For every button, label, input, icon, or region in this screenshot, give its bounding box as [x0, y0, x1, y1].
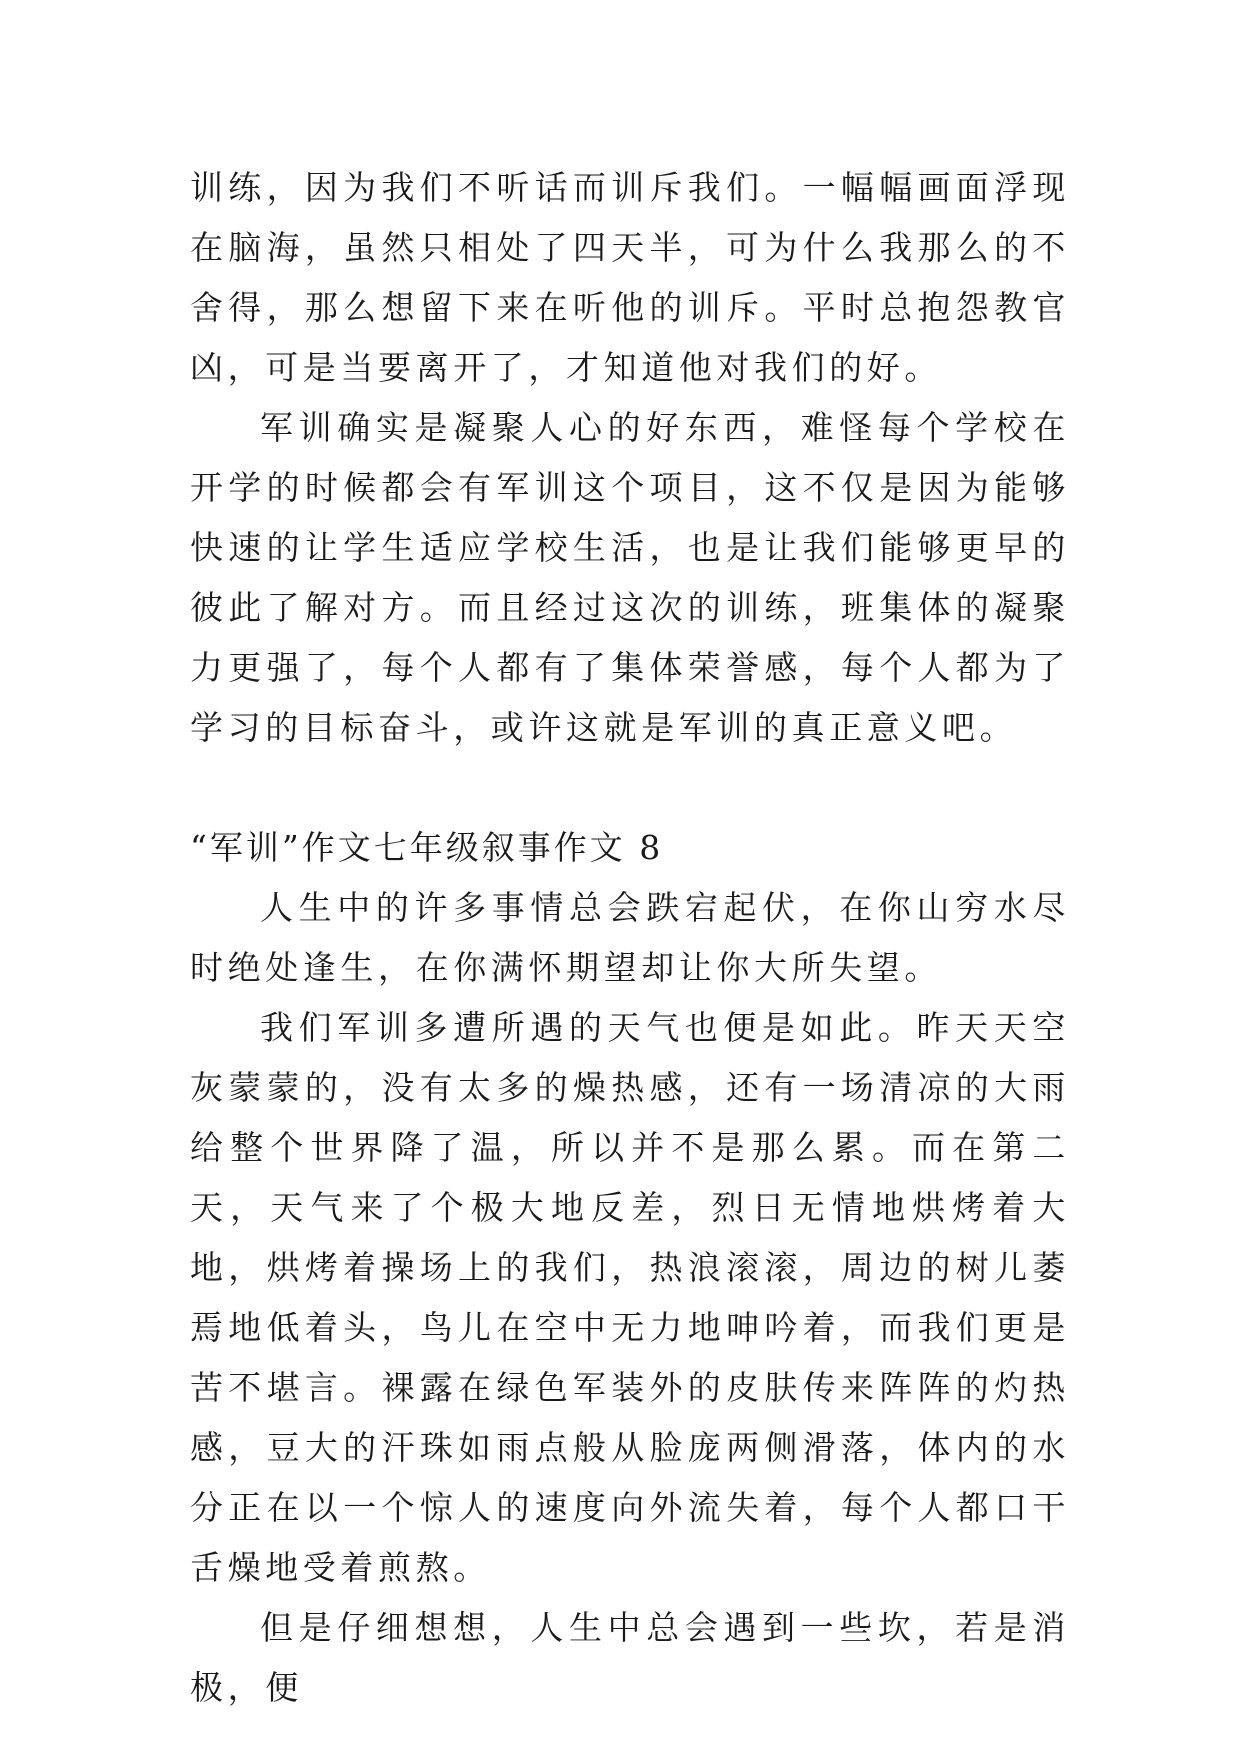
section-spacer	[190, 758, 1070, 818]
continued-paragraph: 训练，因为我们不听话而训斥我们。一幅幅画面浮现在脑海，虽然只相处了四天半，可为什么我那么的不舍得，那么想留下来在听他的训斥。平时总抱怨教官凶，可是当要离开了，才知道他对我们的好。	[190, 168, 1070, 387]
section-paragraph-2: 我们军训多遭所遇的天气也便是如此。昨天天空灰蒙蒙的，没有太多的燥热感，还有一场清凉的大雨给整个世界降了温，所以并不是那么累。而在第二天，天气来了个极大地反差，烈日无情地烘烤着大地，烘烤着操场上的我们，热浪滚滚，周边的树儿萎焉地低着头，鸟儿在空中无力地呻吟着，而我们更是苦不堪言。裸露在绿色军装外的皮肤传来阵阵的灼热感，豆大的汗珠如雨点般从脸庞两侧滑落，体内的水分正在以一个惊人的速度向外流失着，每个人都口干舌燥地受着煎熬。	[190, 1008, 1070, 1587]
section-title: “军训”作文七年级叙事作文 8	[190, 828, 664, 867]
document-page	[190, 158, 1070, 1718]
section-paragraph-1: 人生中的许多事情总会跌宕起伏，在你山穷水尽时绝处逢生，在你满怀期望却让你大所失望。	[190, 888, 1070, 987]
section-paragraph-3: 但是仔细想想，人生中总会遇到一些坎，若是消极，便	[190, 1608, 1070, 1707]
paragraph-military-training-meaning: 军训确实是凝聚人心的好东西，难怪每个学校在开学的时候都会有军训这个项目，这不仅是因为能够快速的让学生适应学校生活，也是让我们能够更早的彼此了解对方。而且经过这次的训练，班集体的凝聚力更强了，每个人都有了集体荣誉感，每个人都为了学习的目标奋斗，或许这就是军训的真正意义吧。	[190, 408, 1070, 747]
